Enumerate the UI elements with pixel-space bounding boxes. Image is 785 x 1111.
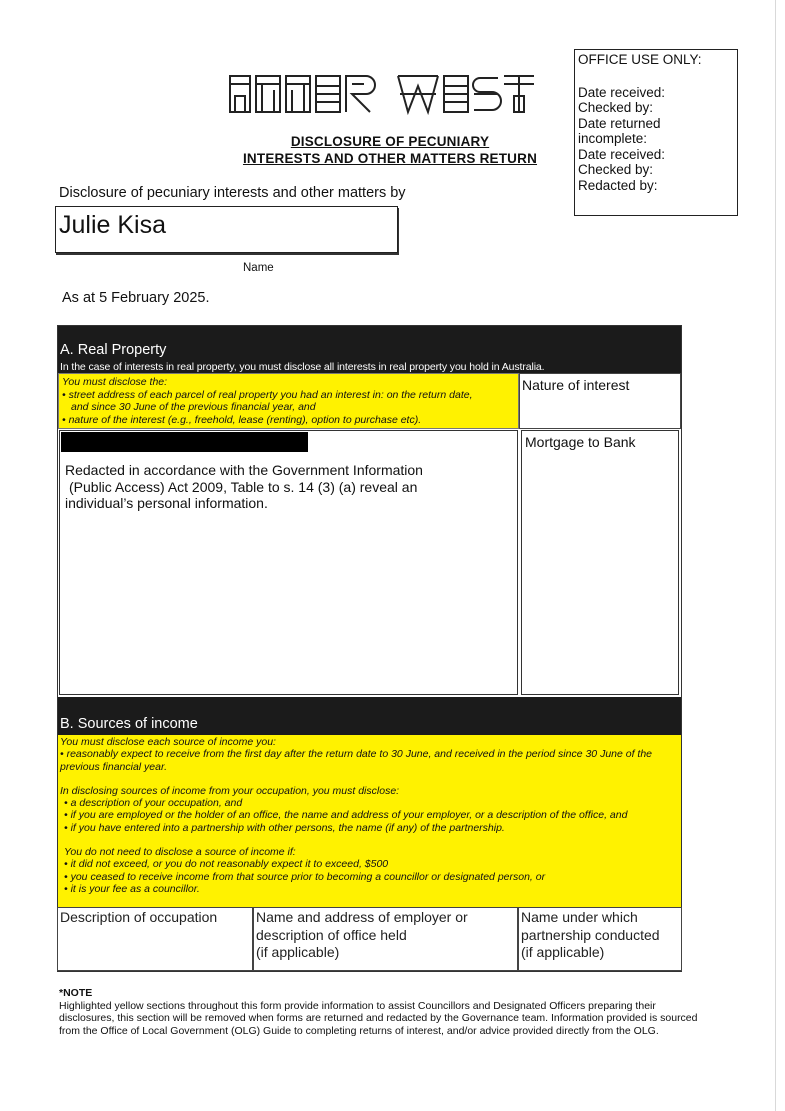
column-header-employer <box>253 907 518 971</box>
guidance-text: • it is your fee as a councillor. <box>64 882 200 895</box>
guidance-item: • nature of the interest (e.g., freehold, lease (renting), option to purchase etc). <box>62 413 422 426</box>
office-field: Date returned <box>578 115 661 131</box>
guidance-text: • a description of your occupation, and <box>64 797 243 810</box>
office-field: Redacted by: <box>578 177 658 193</box>
redaction-line: (Public Access) Act 2009, Table to s. 14 (3) (a) reveal an <box>69 478 418 495</box>
guidance-text: • it did not exceed, or you do not reasonably expect it to exceed, $500 <box>64 858 389 871</box>
section-b-title: B. Sources of income <box>60 716 198 732</box>
column-header-partnership <box>518 907 682 971</box>
redaction-line: Redacted in accordance with the Government Information <box>65 462 423 478</box>
section-a-header <box>58 326 681 373</box>
guidance-text: • if you have entered into a partnership with other persons, the name (if any) of the partnership. <box>64 821 505 834</box>
section-a-subtitle: In the case of interests in real property, you must disclose all interests in real property you hold in Australia. <box>60 361 545 373</box>
office-use-heading: OFFICE USE ONLY: <box>578 52 702 67</box>
nature-of-interest-value[interactable]: Mortgage to Bank <box>521 430 679 695</box>
column-header-text: description of office held <box>256 926 407 943</box>
column-header-text: (if applicable) <box>256 944 340 960</box>
column-header-occupation <box>57 907 253 971</box>
redaction-notice <box>65 462 445 512</box>
guidance-item-cont: and since 30 June of the previous financial year, and <box>71 401 316 413</box>
footer-note <box>59 987 707 1037</box>
office-field: Date received: <box>578 146 666 162</box>
column-header-text: partnership conducted <box>521 926 660 943</box>
office-field: incomplete: <box>578 131 648 146</box>
note-body: Highlighted yellow sections throughout this form provide information to assist Councillors and Designated Officers preparing their disclosures, this section will be removed when forms are returned and redacted by the Governance team. Information provided is sourced from the Office of Local Government (OLG) Guide to completing returns of interest, and/or advice provided directly from the OLG. <box>59 999 698 1037</box>
column-header-text: (if applicable) <box>521 944 605 960</box>
note-title: *NOTE <box>59 987 93 999</box>
office-field: Date received: <box>578 84 666 100</box>
office-field: Checked by: <box>578 162 654 177</box>
guidance-heading: You must disclose the: <box>62 376 168 388</box>
guidance-text: • you ceased to receive income from that source prior to becoming a councillor or designated person, or <box>64 870 546 883</box>
section-b-header <box>58 697 681 735</box>
disclosure-by-label: Disclosure of pecuniary interests and other matters by <box>59 185 406 201</box>
page-edge-line <box>775 0 776 1111</box>
as-at-date: As at 5 February 2025. <box>62 290 210 306</box>
guidance-text: In disclosing sources of income from your occupation, you must disclose: <box>60 784 400 797</box>
guidance-text: You do not need to disclose a source of income if: <box>64 846 296 859</box>
guidance-text: • if you are employed or the holder of an office, the name and address of your employer, or a description of the office, and <box>64 809 628 822</box>
redaction-line: individual’s personal information. <box>65 495 268 511</box>
section-b-guidance <box>58 735 681 907</box>
form-title-line-2: INTERESTS AND OTHER MATTERS RETURN <box>242 151 538 166</box>
nature-of-interest-header: Nature of interest <box>519 373 681 429</box>
column-header-text: Name under which <box>521 909 638 925</box>
column-header-text: Name and address of employer or <box>256 909 468 925</box>
column-header-text: Description of occupation <box>60 909 218 925</box>
section-a-title: A. Real Property <box>60 342 167 358</box>
guidance-item: • street address of each parcel of real property you had an interest in: on the return date, <box>62 388 473 401</box>
form-title <box>220 133 560 167</box>
form-title-line-1: DISCLOSURE OF PECUNIARY <box>290 134 490 149</box>
office-use-box <box>574 49 738 216</box>
section-a-guidance <box>58 373 519 429</box>
name-caption: Name <box>243 262 274 274</box>
guidance-text: You must disclose each source of income you: <box>60 736 276 748</box>
guidance-text: • reasonably expect to receive from the first day after the return date to 30 June, and received in the period since 30 June of the previous financial year. <box>60 748 653 773</box>
office-field: Checked by: <box>578 100 654 115</box>
name-value: Julie Kisa <box>59 211 166 239</box>
inner-west-logo <box>228 72 548 116</box>
redaction-block <box>61 432 308 452</box>
